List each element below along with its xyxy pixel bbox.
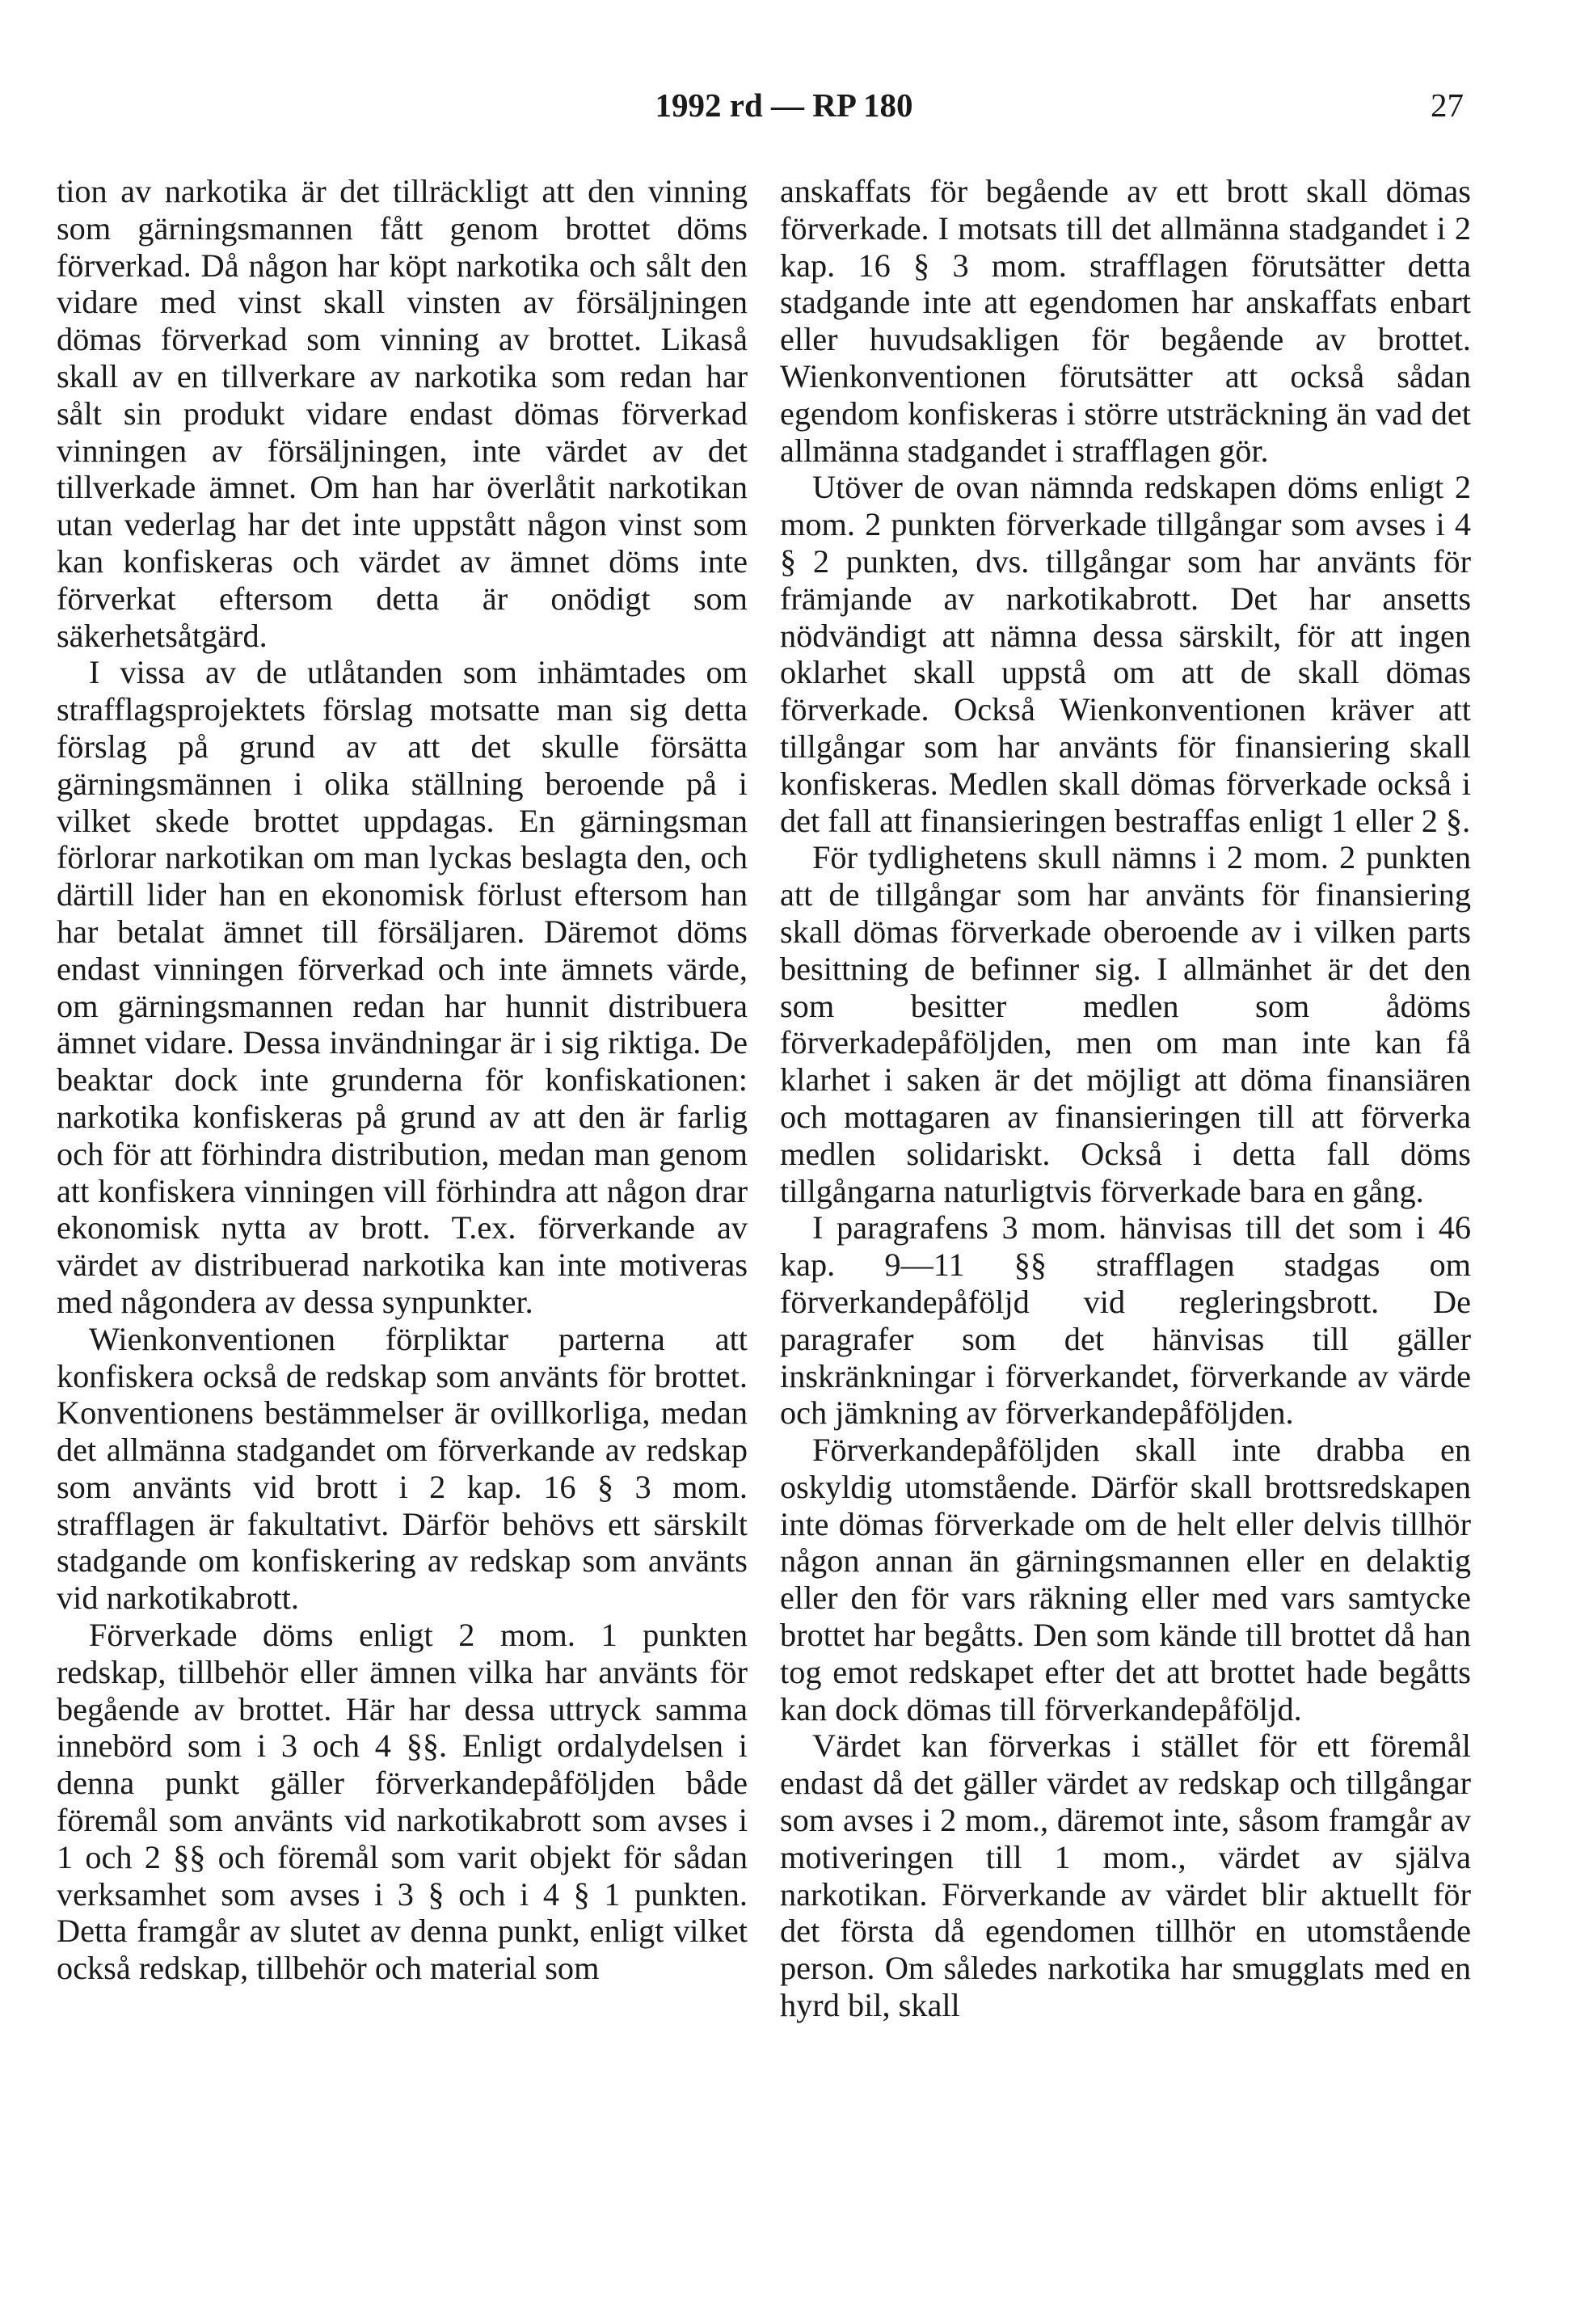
paragraph: I paragrafens 3 mom. hänvisas till det som i 46 kap. 9—11 §§ strafflagen stadgas om förverkandepåföljd vid regleringsbrott. De paragrafer som det hänvisas till gäller inskränkningar i förverkandet, förverkande av värde och jämkning av förverkandepåföljden.	[780, 1209, 1471, 1432]
right-column	[780, 173, 1471, 2024]
paragraph: Förverkade döms enligt 2 mom. 1 punkten redskap, tillbehör eller ämnen vilka har använts för begående av brottet. Här har dessa uttryck samma innebörd som i 3 och 4 §§. Enligt ordalydelsen i denna punkt gäller förverkandepåföljden både föremål som använts vid narkotikabrott som avses i 1 och 2 §§ och föremål som varit objekt för sådan verksamhet som avses i 3 § och i 4 § 1 punkten. Detta framgår av slutet av denna punkt, enligt vilket också redskap, tillbehör och material som	[57, 1617, 748, 1987]
paragraph: tion av narkotika är det tillräckligt att den vinning som gärningsmannen fått genom brottet döms förverkad. Då någon har köpt narkotika och sålt den vidare med vinst skall vinsten av försäljningen dömas förverkad som vinning av brottet. Likaså skall av en tillverkare av narkotika som redan har sålt sin produkt vidare endast dömas förverkad vinningen av försäljningen, inte värdet av det tillverkade ämnet. Om han har överlåtit narkotikan utan vederlag har det inte uppstått någon vinst som kan konfiskeras och värdet av ämnet döms inte förverkat eftersom detta är onödigt som säkerhetsåtgärd.	[57, 173, 748, 654]
paragraph: Värdet kan förverkas i stället för ett föremål endast då det gäller värdet av redskap och tillgångar som avses i 2 mom., däremot inte, såsom framgår av motiveringen till 1 mom., värdet av själva narkotikan. Förverkande av värdet blir aktuellt för det första då egendomen tillhör en utomstående person. Om således narkotika har smugglats med en hyrd bil, skall	[780, 1727, 1471, 2024]
paragraph: I vissa av de utlåtanden som inhämtades om strafflagsprojektets förslag motsatte man sig detta förslag på grund av att det skulle försätta gärningsmännen i olika ställning beroende på i vilket skede brottet uppdagas. En gärningsman förlorar narkotikan om man lyckas beslagta den, och därtill lider han en ekonomisk förlust eftersom han har betalat ämnet till försäljaren. Däremot döms endast vinningen förverkad och inte ämnets värde, om gärningsmannen redan har hunnit distribuera ämnet vidare. Dessa invändningar är i sig riktiga. De beaktar dock inte grunderna för konfiskationen: narkotika konfiskeras på grund av att den är farlig och för att förhindra distribution, medan man genom att konfiskera vinningen vill förhindra att någon drar ekonomisk nytta av brott. T.ex. förverkande av värdet av distribuerad narkotika kan inte motiveras med någondera av dessa synpunkter.	[57, 654, 748, 1320]
paragraph: Utöver de ovan nämnda redskapen döms enligt 2 mom. 2 punkten förverkade tillgångar som avses i 4 § 2 punkten, dvs. tillgångar som har använts för främjande av narkotikabrott. Det har ansetts nödvändigt att nämna dessa särskilt, för att ingen oklarhet skall uppstå om att de skall dömas förverkade. Också Wienkonventionen kräver att tillgångar som har använts för finansiering skall konfiskeras. Medlen skall dömas förverkade också i det fall att finansieringen bestraffas enligt 1 eller 2 §.	[780, 469, 1471, 839]
paragraph: Wienkonventionen förpliktar parterna att konfiskera också de redskap som använts för brottet. Konventionens bestämmelser är ovillkorliga, medan det allmänna stadgandet om förverkande av redskap som använts vid brott i 2 kap. 16 § 3 mom. strafflagen är fakultativt. Därför behövs ett särskilt stadgande om konfiskering av redskap som använts vid narkotikabrott.	[57, 1320, 748, 1617]
paragraph: Förverkandepåföljden skall inte drabba en oskyldig utomstående. Därför skall brottsredskapen inte dömas förverkade om de helt eller delvis tillhör någon annan än gärningsmannen eller en delaktig eller den för vars räkning eller med vars samtycke brottet har begåtts. Den som kände till brottet då han tog emot redskapet efter det att brottet hade begåtts kan dock dömas till förverkandepåföljd.	[780, 1432, 1471, 1727]
left-column	[57, 173, 748, 1987]
page-number: 27	[1431, 86, 1464, 124]
running-header	[0, 81, 1593, 129]
paragraph: anskaffats för begående av ett brott skall dömas förverkade. I motsats till det allmänna stadgandet i 2 kap. 16 § 3 mom. strafflagen förutsätter detta stadgande inte att egendomen har anskaffats enbart eller huvudsakligen för begående av brottet. Wienkonventionen förutsätter att också sådan egendom konfiskeras i större utsträckning än vad det allmänna stadgandet i strafflagen gör.	[780, 173, 1471, 469]
paragraph: För tydlighetens skull nämns i 2 mom. 2 punkten att de tillgångar som har använts för finansiering skall dömas förverkade oberoende av i vilken parts besittning de befinner sig. I allmänhet är det den som besitter medlen som ådöms förverkadepåföljden, men om man inte kan få klarhet i saken är det möjligt att döma finansiären och mottagaren av finansieringen till att förverka medlen solidariskt. Också i detta fall döms tillgångarna naturligtvis förverkade bara en gång.	[780, 839, 1471, 1209]
document-title: 1992 rd — RP 180	[655, 86, 913, 124]
